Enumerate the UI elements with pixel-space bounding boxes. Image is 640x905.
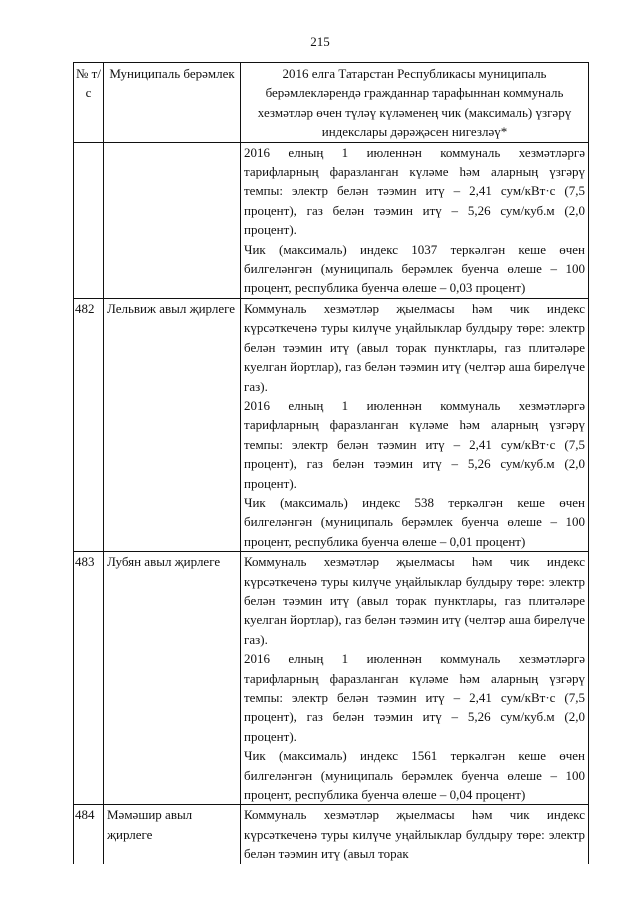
row-description: [241, 805, 589, 864]
paragraph: Чик (максималь) индекс 1037 теркәлгән кеше өчен билгеләнгән (муниципаль берәмлек буенча өлеше – 100 процент, республика буенча өлеше – 0,03 процент): [244, 241, 585, 296]
row-number: 484: [74, 805, 104, 864]
row-number: 483: [74, 552, 104, 805]
row-municipality: Мәмәшир авыл җирлеге: [104, 805, 241, 864]
row-municipality: Лубян авыл җирлеге: [104, 552, 241, 805]
paragraph: 2016 елның 1 июленнән коммуналь хезмәтләргә тарифларның фаразланган күләме һәм аларның үзгәрү темпы: электр белән тәэмин итү – 2,41 сум/кВт·с (7,5 процент), газ белән тәэмин итү – 5,26 сум/куб.м (2,0 процент).: [244, 144, 585, 238]
row-description: [241, 142, 589, 298]
table-row: [74, 142, 589, 298]
paragraph: Чик (максималь) индекс 538 теркәлгән кеше өчен билгеләнгән (муниципаль берәмлек буенча өлеше – 100 процент, республика буенча өлеше – 0,01 процент): [244, 494, 585, 549]
row-number: 482: [74, 298, 104, 551]
paragraph: Коммуналь хезмәтләр җыелмасы һәм чик индекс күрсәткеченә туры килүче уңайлыклар булдыру төре: электр белән тәэмин итү (авыл торак пунктлары, газ плитәләре куелган йортлар), газ белән тәэмин итү (челтәр аша бирелүче газ).: [244, 554, 585, 647]
row-number: [74, 142, 104, 298]
header-municipality: Муниципаль берәмлек: [104, 63, 241, 143]
paragraph: Чик (максималь) индекс 1561 теркәлгән кеше өчен билгеләнгән (муниципаль берәмлек буенча өлеше – 100 процент, республика буенча өлеше – 0,04 процент): [244, 748, 585, 803]
paragraph: 2016 елның 1 июленнән коммуналь хезмәтләргә тарифларның фаразланган күләме һәм аларның үзгәрү темпы: электр белән тәэмин итү – 2,41 сум/кВт·с (7,5 процент), газ белән тәэмин итү – 5,26 сум/куб.м (2,0 процент).: [244, 397, 585, 491]
page-number: 215: [310, 34, 330, 49]
table-header-row: [74, 63, 589, 143]
tariff-index-table: [73, 62, 589, 864]
row-description: [241, 298, 589, 551]
paragraph: 2016 елның 1 июленнән коммуналь хезмәтләргә тарифларның фаразланган күләме һәм аларның үзгәрү темпы: электр белән тәэмин итү – 2,41 сум/кВт·с (7,5 процент), газ белән тәэмин итү – 5,26 сум/куб.м (2,0 процент).: [244, 651, 585, 744]
header-number: № т/с: [74, 63, 104, 143]
row-municipality: Лельвиж авыл җирлеге: [104, 298, 241, 551]
table-row: [74, 298, 589, 551]
paragraph: Коммуналь хезмәтләр җыелмасы һәм чик индекс күрсәткеченә туры килүче уңайлыклар булдыру төре: электр белән тәэмин итү (авыл торак: [244, 807, 585, 862]
row-municipality: [104, 142, 241, 298]
row-description: [241, 552, 589, 805]
table-row: [74, 552, 589, 805]
paragraph: Коммуналь хезмәтләр җыелмасы һәм чик индекс күрсәткеченә туры килүче уңайлыклар булдыру төре: электр белән тәэмин итү (авыл торак пунктлары, газ плитәләре куелган йортлар), газ белән тәэмин итү (челтәр аша бирелүче газ).: [244, 300, 585, 394]
table-row: [74, 805, 589, 864]
header-description: 2016 елга Татарстан Республикасы муниципаль берәмлекләрендә гражданнар тарафыннан коммуналь хезмәтләр өчен түләү күләменең чик (максималь) үзгәрү индекслары дәрәҗәсен нигезләү*: [241, 63, 589, 143]
